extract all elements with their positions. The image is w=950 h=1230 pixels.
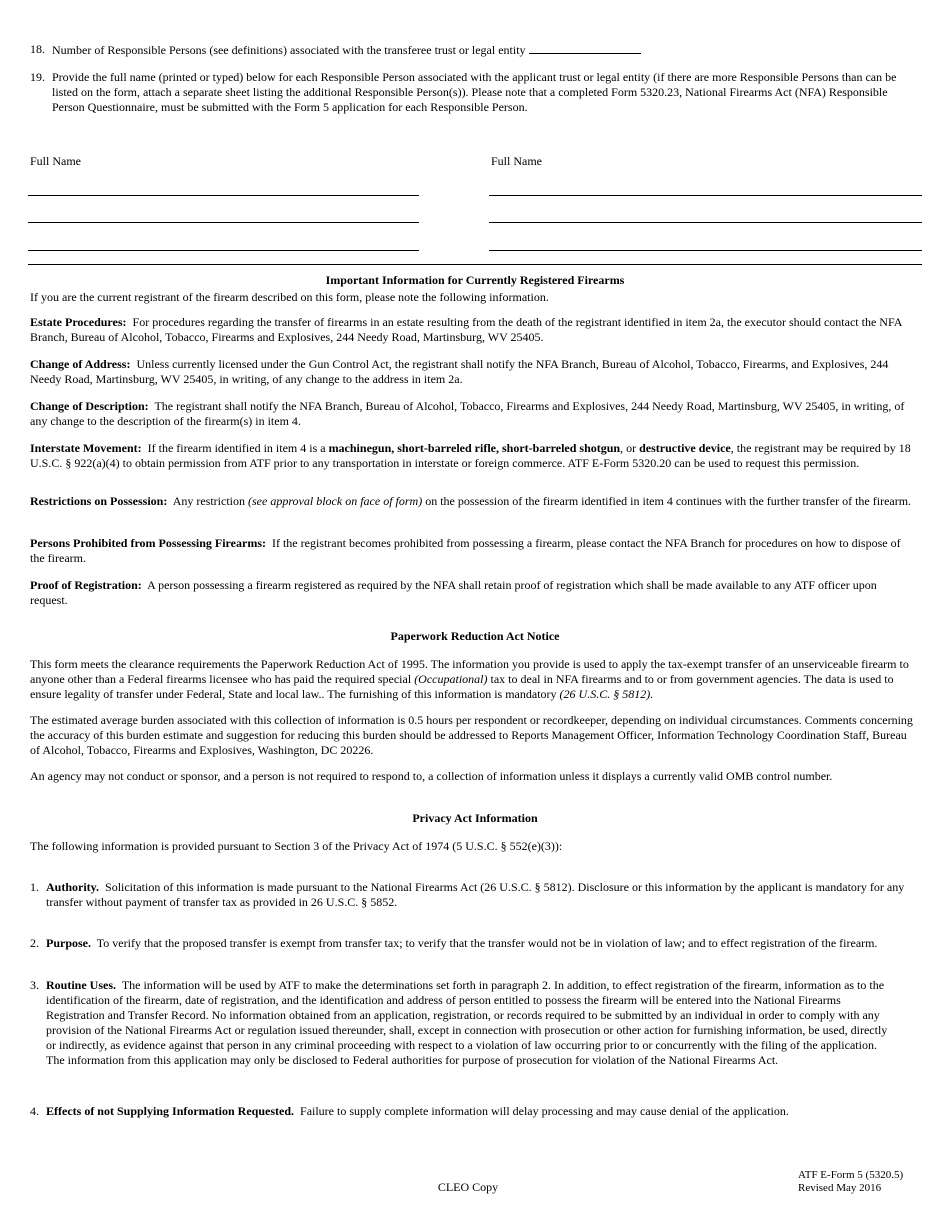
approval-block-note: (see approval block on face of form): [248, 494, 423, 508]
occupational-note: (Occupational): [414, 672, 488, 686]
question-number: 18.: [30, 42, 45, 56]
change-of-description: [30, 399, 915, 429]
section-title: Proof of Registration:: [30, 578, 142, 592]
estate-procedures: [30, 315, 915, 345]
question-18: [30, 42, 915, 58]
persons-prohibited: [30, 536, 915, 566]
paragraph-text: tax to deal in NFA firearms and to or from government agencies. The data is used to ensure legality of transfer under Federal, State and local law.. The furnishing of this information is mandatory: [30, 672, 894, 701]
cleo-copy-label: CLEO Copy: [437, 1180, 499, 1194]
section-text: If the registrant becomes prohibited from possessing a firearm, please contact the NFA Branch for procedures on how to dispose of the firearm.: [30, 536, 901, 565]
responsible-persons-count-field[interactable]: [529, 42, 641, 54]
privacy-heading: Privacy Act Information: [412, 811, 538, 825]
section-text: A person possessing a firearm registered as required by the NFA shall retain proof of registration which shall be made available to any ATF officer upon request.: [30, 578, 877, 607]
question-number: 19.: [30, 70, 45, 84]
item-text: The information will be used by ATF to make the determinations set forth in paragraph 2. In addition, to effect registration of the firearm, information as to the identification of the firearm, date of registration, and the identification and address of person entitled to possess the firearm will be entered into the National Firearms Registration and Transfer Record. No information obtained from an application, registration, or records required to be submitted by an individual in order to comply with any provision of the National Firearms Act or regulation issued thereunder, shall, except in connection with prosecution or other action for furnishing information, be used, directly or indirectly, as evidence against that person in any criminal proceeding with respect to a violation of law occurring prior to or concurrently with the filing of the application. The information from this application may only be disclosed to Federal authorities for purpose of prosecution for violation of the National Firearms Act.: [46, 978, 888, 1067]
privacy-item-authority: [30, 880, 915, 910]
section-title: Interstate Movement:: [30, 441, 142, 455]
form-number: ATF E-Form 5 (5320.5): [798, 1169, 904, 1181]
full-name-field-left-3[interactable]: [28, 250, 419, 251]
section-divider: [28, 264, 922, 265]
section-text: If the firearm identified in item 4 is a: [147, 441, 326, 455]
item-number: 4.: [30, 1104, 39, 1118]
full-name-field-right-3[interactable]: [489, 250, 922, 251]
full-name-field-right-2[interactable]: [489, 222, 922, 223]
privacy-item-purpose: [30, 936, 915, 951]
statute-citation: (26 U.S.C. § 5812).: [559, 687, 654, 701]
section-title: Restrictions on Possession:: [30, 494, 168, 508]
firearm-types: machinegun, short-barreled rifle, short-barreled shotgun: [328, 441, 621, 455]
item-number: 1.: [30, 880, 39, 894]
full-name-field-right-1[interactable]: [489, 195, 922, 196]
paperwork-paragraph-1: [30, 657, 915, 702]
section-title: Persons Prohibited from Possessing Firearms:: [30, 536, 266, 550]
destructive-device: destructive device: [639, 441, 731, 455]
section-text: The registrant shall notify the NFA Branch, Bureau of Alcohol, Tobacco, Firearms and Explosives, 244 Needy Road, Martinsburg, WV 25405, in writing, of any change to the description of the firearm(s) in item 4.: [30, 399, 905, 428]
section-text: Any restriction: [172, 494, 246, 508]
privacy-item-effects: [30, 1104, 915, 1119]
privacy-item-routine-uses: [30, 978, 892, 1068]
item-title: Authority.: [46, 880, 100, 894]
item-title: Purpose.: [46, 936, 91, 950]
section-title: Change of Address:: [30, 357, 131, 371]
paperwork-paragraph-2: The estimated average burden associated with this collection of information is 0.5 hours per respondent or recordkeeper, depending on individual circumstances. Comments concerning the accuracy of this burden estimate and suggestion for reducing this burden should be addressed to Reports Management Officer, Information Technology Coordination Staff, Bureau of Alcohol, Tobacco, Firearms and Explosives, Washington, DC 20226.: [30, 713, 913, 757]
question-19-text: Provide the full name (printed or typed) below for each Responsible Person associated with the applicant trust or legal entity (if there are more Responsible Persons than can be listed on the form, attach a separate sheet listing the additional Responsible Person(s)). Please note that a completed Form 5320.23, National Firearms Act (NFA) Responsible Person Questionnaire, must be submitted with the Form 5 application for each Responsible Person.: [52, 70, 897, 114]
section-text: Unless currently licensed under the Gun Control Act, the registrant shall notify the NFA Branch, Bureau of Alcohol, Tobacco, Firearms, and Explosives, 244 Needy Road, Martinsburg, WV 25405, in writing, of any change to the address in item 2a.: [30, 357, 889, 386]
full-name-field-left-1[interactable]: [28, 195, 419, 196]
privacy-intro: The following information is provided pursuant to Section 3 of the Privacy Act of 1974 (5 U.S.C. § 552(e)(3)):: [30, 839, 563, 853]
registered-intro: If you are the current registrant of the firearm described on this form, please note the following information.: [30, 290, 549, 304]
interstate-movement: [30, 441, 915, 471]
section-title: Change of Description:: [30, 399, 149, 413]
paragraph-text: This form meets the clearance requirements the Paperwork Reduction Act of 1995. The information you provide is used to apply the tax-exempt transfer of an unserviceable firearm to anyone other than a Federal firearms licensee who has paid the required special: [30, 657, 909, 686]
section-text: on the possession of the firearm identified in item 4 continues with the further transfer of the firearm.: [425, 494, 912, 508]
proof-of-registration: [30, 578, 915, 608]
full-name-label-right: Full Name: [491, 154, 542, 168]
full-name-field-left-2[interactable]: [28, 222, 419, 223]
item-text: To verify that the proposed transfer is exempt from transfer tax; to verify that the transfer would not be in violation of law; and to effect registration of the firearm.: [96, 936, 878, 950]
registered-firearms-heading: Important Information for Currently Registered Firearms: [325, 273, 625, 287]
section-text: For procedures regarding the transfer of firearms in an estate resulting from the death of the registrant identified in item 2a, the executor should contact the NFA Branch, Bureau of Alcohol, Tobacco, Firearms and Explosives, 244 Needy Road, Martinsburg, WV 25405.: [30, 315, 902, 344]
item-title: Effects of not Supplying Information Requested.: [46, 1104, 295, 1118]
section-text: , or: [620, 441, 637, 455]
question-19: [30, 70, 915, 115]
item-title: Routine Uses.: [46, 978, 117, 992]
item-text: Solicitation of this information is made pursuant to the National Firearms Act (26 U.S.C. § 5812). Disclosure or this information by the applicant is mandatory for any transfer without payment of transfer tax as provided in 26 U.S.C. § 5852.: [46, 880, 905, 909]
change-of-address: [30, 357, 915, 387]
section-text: , the registrant may be required by 18 U.S.C. § 922(a)(4) to obtain permission from ATF prior to any transportation in interstate or foreign commerce. ATF E-Form 5320.20 can be used to request this permission.: [30, 441, 911, 470]
item-number: 2.: [30, 936, 39, 950]
revision-date: Revised May 2016: [798, 1182, 882, 1194]
question-18-text: Number of Responsible Persons (see definitions) associated with the transferee trust or legal entity: [52, 43, 526, 57]
paperwork-heading: Paperwork Reduction Act Notice: [390, 629, 560, 643]
section-title: Estate Procedures:: [30, 315, 127, 329]
full-name-label-left: Full Name: [30, 154, 81, 168]
item-text: Failure to supply complete information will delay processing and may cause denial of the application.: [300, 1104, 789, 1118]
item-number: 3.: [30, 978, 39, 992]
form-identifier: [798, 1169, 903, 1195]
paperwork-paragraph-3: An agency may not conduct or sponsor, and a person is not required to respond to, a collection of information unless it displays a currently valid OMB control number.: [30, 769, 833, 783]
restrictions-on-possession: [30, 494, 915, 509]
